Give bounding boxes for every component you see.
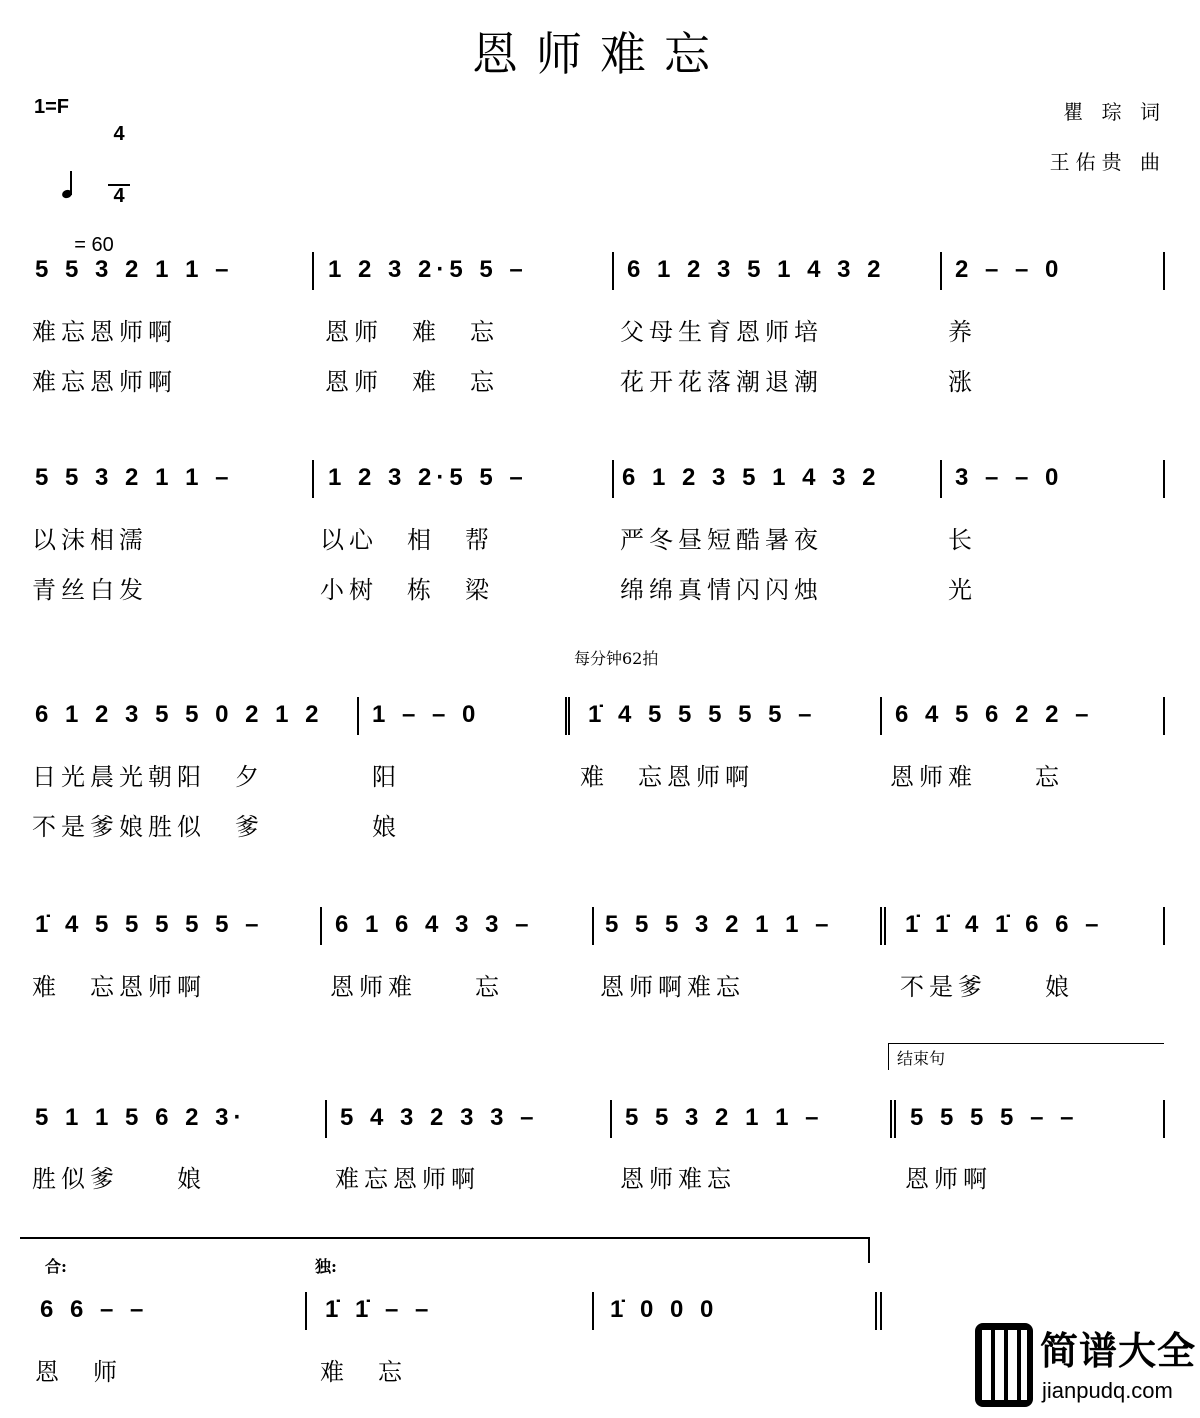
lyric-segment: 恩师难 忘 [330, 973, 504, 1001]
lyric-segment: 长 [948, 526, 977, 554]
lyric-segment: 养 [948, 318, 977, 346]
measure-notes: 3 – – 0 [955, 464, 1064, 491]
measure-notes: 5 5 5 5 – – [910, 1104, 1079, 1131]
barline [894, 1100, 896, 1138]
lyric-segment: 花开花落潮退潮 [620, 368, 823, 396]
barline [1163, 460, 1165, 498]
barline [592, 907, 594, 945]
quarter-note-icon [62, 171, 74, 199]
measure-notes: 5 5 3 2 1 1 – [625, 1104, 824, 1131]
lyric-segment: 青丝白发 [32, 576, 148, 604]
lyric-segment: 光 [948, 576, 977, 604]
barline [568, 697, 570, 735]
measure-notes: 5 5 5 3 2 1 1 – [605, 911, 834, 938]
lyric-segment: 难忘恩师啊 [32, 368, 177, 396]
barline [612, 460, 614, 498]
lyric-segment: 难 忘恩师啊 [580, 763, 754, 791]
measure-notes: 1 2 3 2·5 5 – [328, 464, 528, 491]
measure-notes: 1̇ 4 5 5 5 5 5 – [35, 911, 264, 938]
tempo-value: = 60 [74, 234, 114, 256]
ending-bracket [888, 1043, 1164, 1070]
lyricist: 瞿 琮 词 [1063, 100, 1166, 124]
barline [1163, 1100, 1165, 1138]
lyric-segment: 恩师啊难忘 [600, 973, 745, 1001]
song-title: 恩师难忘 [472, 27, 728, 81]
chorus-label: 合: [45, 1257, 67, 1276]
lyric-segment: 难忘恩师啊 [32, 318, 177, 346]
barline [940, 252, 942, 290]
barline [880, 1292, 882, 1330]
measure-notes: 1 – – 0 [372, 701, 481, 728]
lyric-segment: 难忘恩师啊 [335, 1165, 480, 1193]
barline [312, 252, 314, 290]
barline [305, 1292, 307, 1330]
lyric-segment: 以沫相濡 [32, 526, 148, 554]
measure-notes: 6 6 – – [40, 1296, 149, 1323]
lyric-segment: 娘 [372, 813, 401, 841]
logo-text: 简谱大全 [1040, 1329, 1197, 1373]
barline [320, 907, 322, 945]
measure-notes: 5 5 3 2 1 1 – [35, 256, 234, 283]
lyric-segment: 日光晨光朝阳 夕 [32, 763, 264, 791]
lyric-segment: 恩师 难 忘 [325, 368, 499, 396]
barline [1163, 697, 1165, 735]
time-top: 4 [113, 123, 125, 145]
lyric-segment: 阳 [372, 763, 401, 791]
lyric-segment: 恩师难忘 [620, 1165, 736, 1193]
lyric-segment: 难 忘 [320, 1358, 407, 1386]
lyric-segment: 恩师啊 [905, 1165, 992, 1193]
lyric-segment: 以心 相 帮 [320, 526, 494, 554]
measure-notes: 2 – – 0 [955, 256, 1064, 283]
lyric-segment: 难 忘恩师啊 [32, 973, 206, 1001]
lyric-segment: 不是爹 娘 [900, 973, 1074, 1001]
measure-notes: 5 1 1 5 6 2 3· [35, 1104, 247, 1131]
measure-notes: 6 1 2 3 5 1 4 3 2 [622, 464, 881, 491]
barline [610, 1100, 612, 1138]
barline [357, 697, 359, 735]
piano-keys-icon [974, 1322, 1034, 1408]
barline [592, 1292, 594, 1330]
barline [612, 252, 614, 290]
measure-notes: 1̇ 1̇ 4 1̇ 6 6 – [905, 911, 1104, 938]
measure-notes: 1̇ 0 0 0 [610, 1296, 719, 1323]
barline [312, 460, 314, 498]
barline [884, 907, 886, 945]
measure-notes: 1̇ 1̇ – – [325, 1296, 434, 1323]
barline [565, 697, 567, 735]
measure-notes: 1̇ 4 5 5 5 5 5 – [588, 701, 817, 728]
ending-label: 结束句 [897, 1049, 946, 1068]
lyric-segment: 胜似爹 娘 [32, 1165, 206, 1193]
lyric-segment: 严冬昼短酷暑夜 [620, 526, 823, 554]
logo-url: jianpudq.com [1042, 1378, 1173, 1403]
lyric-segment: 涨 [948, 368, 977, 396]
measure-notes: 6 1 2 3 5 5 0 2 1 2 [35, 701, 324, 728]
time-bottom: 4 [108, 184, 130, 206]
barline [880, 697, 882, 735]
lyric-segment: 小树 栋 梁 [320, 576, 494, 604]
measure-notes: 5 4 3 2 3 3 – [340, 1104, 539, 1131]
barline [1163, 907, 1165, 945]
lyric-segment: 绵绵真情闪闪烛 [620, 576, 823, 604]
barline [940, 460, 942, 498]
lyric-segment: 恩 师 [35, 1358, 122, 1386]
section-bracket [20, 1237, 870, 1263]
barline [325, 1100, 327, 1138]
measure-notes: 6 4 5 6 2 2 – [895, 701, 1094, 728]
tempo-change: 每分钟62拍 [574, 649, 659, 668]
composer: 王佑贵 曲 [1049, 150, 1166, 174]
lyric-segment: 不是爹娘胜似 爹 [32, 813, 264, 841]
measure-notes: 6 1 6 4 3 3 – [335, 911, 534, 938]
solo-label: 独: [315, 1257, 337, 1276]
barline [880, 907, 882, 945]
barline [1163, 252, 1165, 290]
measure-notes: 6 1 2 3 5 1 4 3 2 [627, 256, 886, 283]
measure-notes: 1 2 3 2·5 5 – [328, 256, 528, 283]
lyric-segment: 恩师难 忘 [890, 763, 1064, 791]
lyric-segment: 父母生育恩师培 [620, 318, 823, 346]
lyric-segment: 恩师 难 忘 [325, 318, 499, 346]
measure-notes: 5 5 3 2 1 1 – [35, 464, 234, 491]
site-logo [974, 1318, 1197, 1414]
key-signature: 1=F [34, 96, 70, 118]
barline [875, 1292, 877, 1330]
barline [890, 1100, 892, 1138]
